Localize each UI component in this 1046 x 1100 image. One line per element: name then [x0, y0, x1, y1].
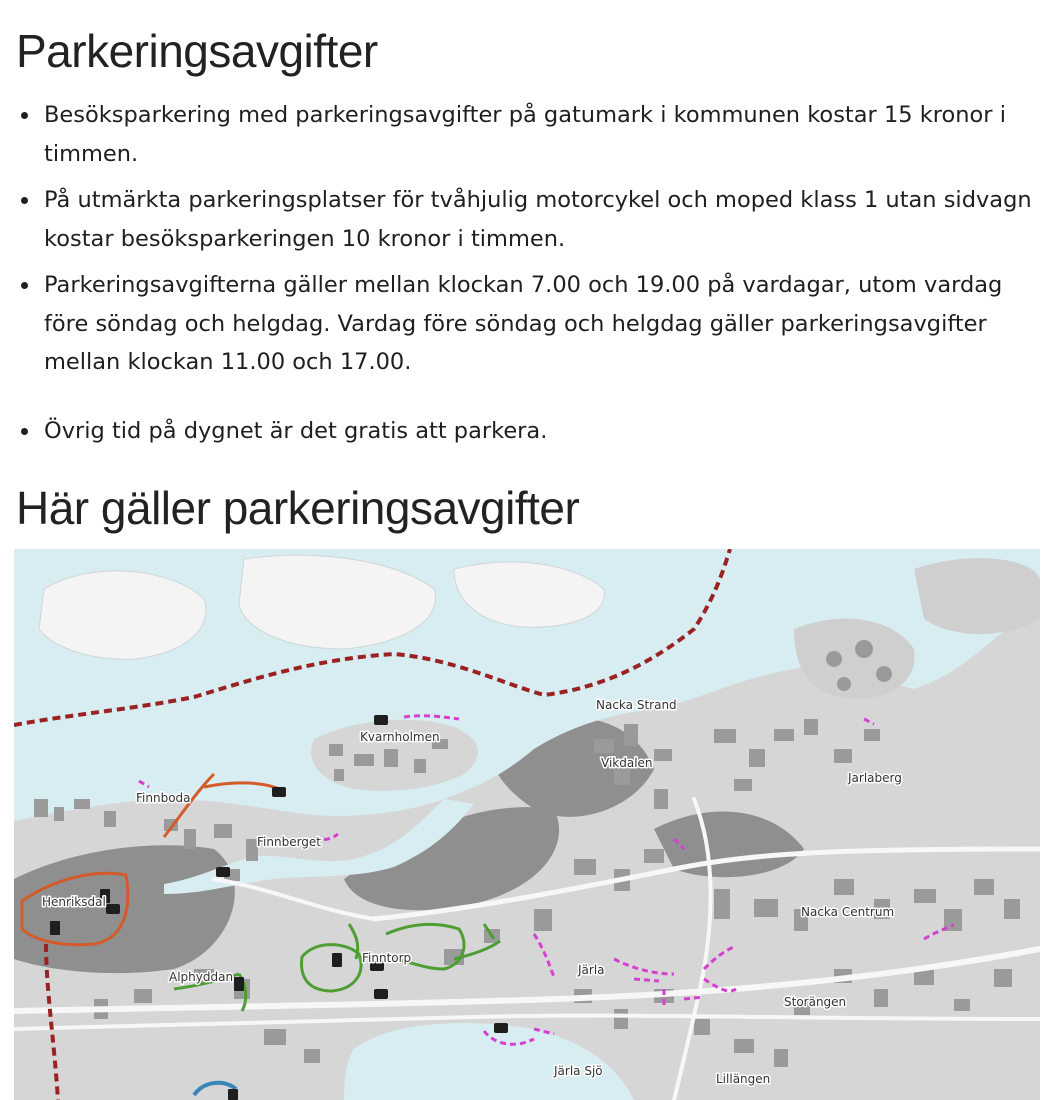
place-label: Storängen — [784, 995, 847, 1009]
list-item: Besöksparkering med parkeringsavgifter på gatumark i kommunen kostar 15 kronor i timmen. — [44, 96, 1040, 173]
place-label: Finnboda — [136, 791, 191, 805]
place-label: Alphyddan — [169, 970, 234, 984]
moped-parking-icon[interactable] — [494, 1023, 508, 1033]
page-title: Parkeringsavgifter — [16, 25, 378, 77]
pay-machine-icon[interactable] — [50, 921, 60, 935]
place-label: Järla — [578, 963, 605, 977]
pay-machine-icon[interactable] — [332, 953, 342, 967]
moped-parking-icon[interactable] — [374, 989, 388, 999]
pay-machine-icon[interactable] — [228, 1089, 238, 1100]
place-label: Finnberget — [257, 835, 322, 849]
list-item: På utmärkta parkeringsplatser för tvåhjulig motorcykel och moped klass 1 utan sidvagn kostar besöksparkeringen 10 kronor i timmen. — [44, 181, 1040, 258]
place-label: Nacka Strand — [596, 698, 677, 712]
place-label: Kvarnholmen — [360, 730, 440, 744]
place-label: Lillängen — [716, 1072, 771, 1086]
parking-fee-map[interactable] — [14, 549, 1040, 1100]
place-label: Henriksdal — [42, 895, 106, 909]
place-label: Jarlaberg — [848, 771, 902, 785]
fee-info-list — [0, 96, 1040, 458]
island — [914, 558, 1040, 634]
map-section-heading: Här gäller parkeringsavgifter — [16, 482, 580, 534]
place-label: Järla Sjö — [554, 1064, 603, 1078]
pay-machine-icon[interactable] — [234, 977, 244, 991]
list-item: Övrig tid på dygnet är det gratis att parkera. — [44, 412, 1040, 451]
place-label: Nacka Centrum — [801, 905, 895, 919]
moped-parking-icon[interactable] — [216, 867, 230, 877]
moped-parking-icon[interactable] — [272, 787, 286, 797]
place-label: Vikdalen — [601, 756, 653, 770]
list-item: Parkeringsavgifterna gäller mellan klockan 7.00 och 19.00 på vardagar, utom vardag före söndag och helgdag. Vardag före söndag och helgdag gäller parkeringsavgifter mellan klockan 11.00 och 17.00. — [44, 266, 1040, 382]
moped-parking-icon[interactable] — [106, 904, 120, 914]
moped-parking-icon[interactable] — [374, 715, 388, 725]
place-label: Finntorp — [362, 951, 412, 965]
island — [39, 571, 206, 659]
map-canvas[interactable] — [14, 549, 1040, 1100]
